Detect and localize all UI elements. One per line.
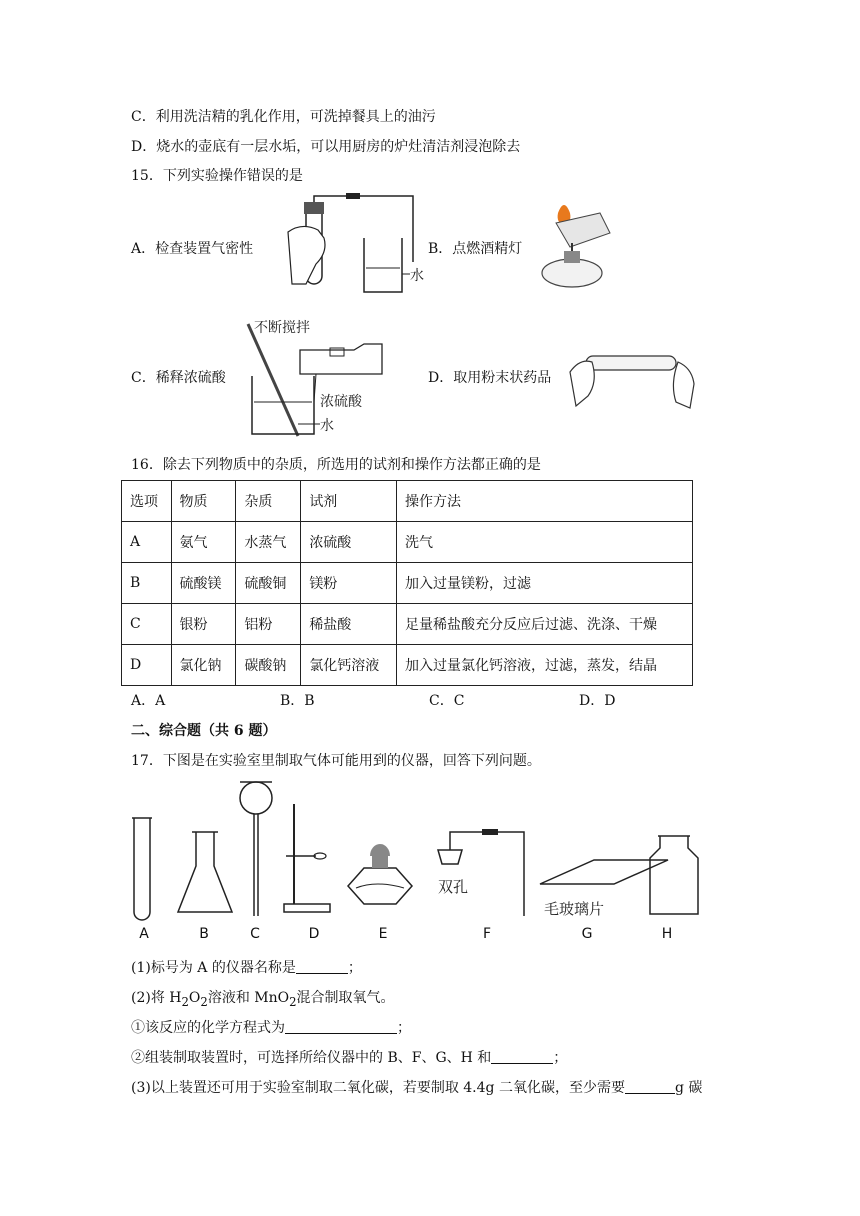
lamp-liquid-line xyxy=(356,884,404,888)
part-2a-end: ； xyxy=(397,1020,411,1036)
instrument-label-d: D xyxy=(308,926,320,942)
airtightness-figure xyxy=(268,192,428,298)
section-2-heading: 二、综合题（共 6 题） xyxy=(131,723,277,739)
gas-jar-shape xyxy=(650,836,698,914)
table-row xyxy=(122,522,693,563)
q17-part-1 xyxy=(131,957,362,977)
horizontal-tube-shape xyxy=(586,356,676,370)
table-header-cell: 试剂 xyxy=(301,481,397,522)
table-cell: 加入过量氯化钙溶液，过滤，蒸发，结晶 xyxy=(397,645,693,686)
answer-blank[interactable] xyxy=(285,1019,397,1034)
stir-label: 不断搅拌 xyxy=(254,320,310,336)
q17-part-2b xyxy=(131,1047,567,1067)
tube-joint-shape xyxy=(346,193,360,199)
q16-answer-c: C．C xyxy=(429,693,465,709)
part-3-end: g 碳 xyxy=(674,1080,703,1096)
table-cell: 稀盐酸 xyxy=(301,604,397,645)
table-cell: 加入过量镁粉，过滤 xyxy=(397,563,693,604)
delivery-tube-shape xyxy=(450,832,524,916)
part-2-mid: 溶液和 MnO xyxy=(207,990,290,1006)
two-hole-label: 双孔 xyxy=(438,878,469,896)
part-3-text: (3)以上装置还可用于实验室制取二氧化碳，若要制取 4.4g 二氧化碳，至少需要 xyxy=(131,1080,625,1096)
table-cell: 镁粉 xyxy=(301,563,397,604)
table-cell: C xyxy=(122,604,172,645)
table-row xyxy=(122,563,693,604)
part-2-prefix: (2)将 H xyxy=(131,990,182,1006)
lamp-neck-shape xyxy=(372,856,388,868)
water-label-c: 水 xyxy=(320,418,334,434)
impurity-table xyxy=(121,480,693,686)
table-header-cell: 选项 xyxy=(122,481,172,522)
glass-plate-shape xyxy=(540,860,668,884)
powder-figure xyxy=(566,342,702,412)
two-hole-stopper-shape xyxy=(438,850,462,864)
table-cell: 碳酸钠 xyxy=(236,645,301,686)
dilute-acid-figure xyxy=(236,318,402,438)
q15-option-c: C．稀释浓硫酸 xyxy=(131,370,226,386)
table-cell: 洗气 xyxy=(397,522,693,563)
option-c-q14: C．利用洗洁精的乳化作用，可洗掉餐具上的油污 xyxy=(131,109,436,125)
table-cell: 硫酸铜 xyxy=(236,563,301,604)
instrument-label-c: C xyxy=(250,926,260,942)
tube-joint-shape xyxy=(482,829,498,835)
table-cell: 水蒸气 xyxy=(236,522,301,563)
instrument-label-e: E xyxy=(378,926,388,942)
water-label: 水 xyxy=(410,268,424,284)
left-hand-shape xyxy=(570,361,594,406)
part-2-post: 混合制取氧气。 xyxy=(296,990,395,1006)
instruments-figure xyxy=(120,776,720,922)
thistle-bulb-shape xyxy=(240,782,272,814)
table-cell: 银粉 xyxy=(171,604,236,645)
table-cell: D xyxy=(122,645,172,686)
conc-acid-label: 浓硫酸 xyxy=(320,394,362,410)
instrument-label-f: F xyxy=(482,926,492,942)
frosted-glass-label: 毛玻璃片 xyxy=(544,900,605,918)
glass-rod-shape xyxy=(248,324,298,436)
answer-blank[interactable] xyxy=(625,1079,675,1094)
conical-flask-shape xyxy=(178,832,232,912)
test-tube-shape xyxy=(134,818,150,920)
subscript: 2 xyxy=(289,994,297,1009)
table-cell: 足量稀盐酸充分反应后过滤、洗涤、干燥 xyxy=(397,604,693,645)
part-2a-text: ①该反应的化学方程式为 xyxy=(131,1020,285,1036)
table-cell: 硫酸镁 xyxy=(171,563,236,604)
beaker-shape xyxy=(364,238,402,292)
part-1-text: (1)标号为 A 的仪器名称是 xyxy=(131,960,296,976)
hand-shape xyxy=(288,226,325,284)
q16-answer-a: A．A xyxy=(131,693,166,709)
table-cell: 浓硫酸 xyxy=(301,522,397,563)
table-cell: 铝粉 xyxy=(236,604,301,645)
lamp-cap-shape xyxy=(370,844,390,856)
table-row xyxy=(122,645,693,686)
lamp-body-shape xyxy=(348,868,412,904)
part-2b-text: ②组装制取装置时，可选择所给仪器中的 B、F、G、H 和 xyxy=(131,1050,492,1066)
q15-option-d: D．取用粉末状药品 xyxy=(428,370,552,386)
question-17: 17．下图是在实验室里制取气体可能用到的仪器，回答下列问题。 xyxy=(131,753,541,769)
question-16: 16．除去下列物质中的杂质，所选用的试剂和操作方法都正确的是 xyxy=(131,457,541,473)
q15-option-a: A．检查装置气密性 xyxy=(131,241,254,257)
instrument-label-g: G xyxy=(581,926,593,942)
table-cell: A xyxy=(122,522,172,563)
q15-option-b: B．点燃酒精灯 xyxy=(428,241,523,257)
q17-part-2 xyxy=(131,987,395,1009)
table-row xyxy=(122,604,693,645)
lamp-neck-shape xyxy=(564,251,580,263)
part-1-end: ； xyxy=(347,960,362,976)
table-cell: 氯化钙溶液 xyxy=(301,645,397,686)
q16-answer-d: D．D xyxy=(579,693,616,709)
stand-base-shape xyxy=(284,904,330,912)
part-2-o: O xyxy=(188,990,201,1006)
subscript: 2 xyxy=(181,994,189,1009)
q16-answer-b: B．B xyxy=(280,693,315,709)
answer-blank[interactable] xyxy=(491,1049,553,1064)
table-cell: 氨气 xyxy=(171,522,236,563)
answer-blank[interactable] xyxy=(296,959,348,974)
alcohol-lamp-lighting-figure xyxy=(528,195,620,295)
right-hand-shape xyxy=(673,362,694,408)
table-header-row xyxy=(122,481,693,522)
table-header-cell: 物质 xyxy=(171,481,236,522)
table-header-cell: 杂质 xyxy=(236,481,301,522)
option-d-q14: D．烧水的壶底有一层水垢，可以用厨房的炉灶清洁剂浸泡除去 xyxy=(131,139,521,155)
stopper-shape xyxy=(304,202,324,214)
instrument-label-h: H xyxy=(661,926,673,942)
q17-part-2a xyxy=(131,1017,411,1037)
lamp-body-shape xyxy=(542,259,602,287)
part-2b-end: ； xyxy=(553,1050,568,1066)
table-cell: B xyxy=(122,563,172,604)
q17-part-3 xyxy=(131,1077,702,1097)
table-header-cell: 操作方法 xyxy=(397,481,693,522)
table-cell: 氯化钠 xyxy=(171,645,236,686)
question-15: 15．下列实验操作错误的是 xyxy=(131,168,303,184)
instrument-label-a: A xyxy=(139,926,149,942)
instrument-label-b: B xyxy=(199,926,209,942)
subscript: 2 xyxy=(200,994,208,1009)
